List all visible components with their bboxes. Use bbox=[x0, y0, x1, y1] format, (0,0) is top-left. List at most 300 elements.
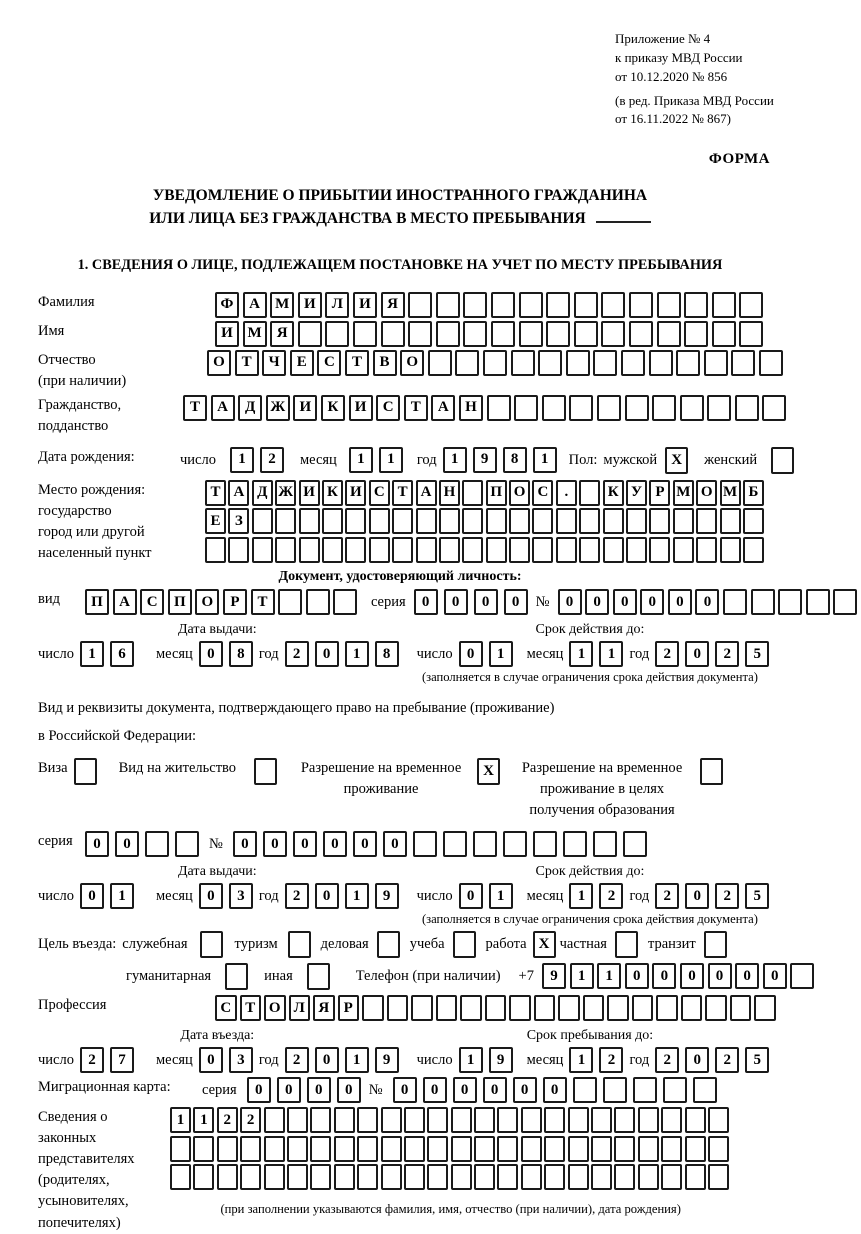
char-cell[interactable]: 0 bbox=[199, 641, 223, 667]
char-cell[interactable] bbox=[357, 1107, 378, 1133]
char-cell[interactable]: Р bbox=[223, 589, 247, 615]
char-cell[interactable]: 2 bbox=[285, 1047, 309, 1073]
char-cell[interactable]: А bbox=[243, 292, 267, 318]
char-cell[interactable]: 6 bbox=[110, 641, 134, 667]
char-cell[interactable] bbox=[463, 292, 487, 318]
char-cell[interactable] bbox=[408, 292, 432, 318]
char-cell[interactable]: 0 bbox=[263, 831, 287, 857]
char-cell[interactable]: А bbox=[228, 480, 249, 506]
char-cell[interactable]: 0 bbox=[543, 1077, 567, 1103]
char-cell[interactable] bbox=[519, 321, 543, 347]
char-cell[interactable] bbox=[705, 995, 727, 1021]
char-cell[interactable] bbox=[731, 350, 755, 376]
char-cell[interactable]: 2 bbox=[715, 1047, 739, 1073]
char-cell[interactable] bbox=[217, 1136, 238, 1162]
char-cell[interactable]: Р bbox=[649, 480, 670, 506]
char-cell[interactable] bbox=[287, 1107, 308, 1133]
char-cell[interactable] bbox=[676, 350, 700, 376]
char-cell[interactable]: 0 bbox=[353, 831, 377, 857]
char-cell[interactable]: Л bbox=[289, 995, 311, 1021]
char-cell[interactable]: Я bbox=[270, 321, 294, 347]
char-cell[interactable] bbox=[362, 995, 384, 1021]
char-cell[interactable]: П bbox=[168, 589, 192, 615]
char-cell[interactable]: 8 bbox=[375, 641, 399, 667]
char-cell[interactable]: 2 bbox=[599, 1047, 623, 1073]
char-cell[interactable] bbox=[591, 1164, 612, 1190]
char-cell[interactable] bbox=[287, 1136, 308, 1162]
char-cell[interactable]: А bbox=[113, 589, 137, 615]
char-cell[interactable] bbox=[558, 995, 580, 1021]
char-cell[interactable] bbox=[240, 1136, 261, 1162]
char-cell[interactable] bbox=[487, 395, 511, 421]
char-cell[interactable] bbox=[509, 508, 530, 534]
char-cell[interactable]: Ж bbox=[275, 480, 296, 506]
char-cell[interactable] bbox=[661, 1136, 682, 1162]
char-cell[interactable]: Е bbox=[205, 508, 226, 534]
char-cell[interactable]: 1 bbox=[597, 963, 621, 989]
char-cell[interactable]: Ж bbox=[266, 395, 290, 421]
char-cell[interactable]: 5 bbox=[745, 883, 769, 909]
char-cell[interactable] bbox=[546, 292, 570, 318]
char-cell[interactable] bbox=[275, 537, 296, 563]
char-cell[interactable] bbox=[625, 395, 649, 421]
char-cell[interactable] bbox=[638, 1136, 659, 1162]
char-cell[interactable]: Т bbox=[404, 395, 428, 421]
char-cell[interactable] bbox=[568, 1164, 589, 1190]
char-cell[interactable] bbox=[712, 321, 736, 347]
char-cell[interactable]: . bbox=[556, 480, 577, 506]
char-cell[interactable] bbox=[623, 831, 647, 857]
char-cell[interactable] bbox=[614, 1164, 635, 1190]
char-cell[interactable] bbox=[299, 508, 320, 534]
char-cell[interactable] bbox=[451, 1136, 472, 1162]
char-cell[interactable]: Д bbox=[252, 480, 273, 506]
char-cell[interactable] bbox=[579, 537, 600, 563]
char-cell[interactable]: Б bbox=[743, 480, 764, 506]
char-cell[interactable]: 0 bbox=[293, 831, 317, 857]
char-cell[interactable] bbox=[663, 1077, 687, 1103]
char-cell[interactable] bbox=[170, 1164, 191, 1190]
char-cell[interactable] bbox=[673, 508, 694, 534]
char-cell[interactable] bbox=[538, 350, 562, 376]
char-cell[interactable] bbox=[462, 508, 483, 534]
char-cell[interactable]: Л bbox=[325, 292, 349, 318]
char-cell[interactable] bbox=[217, 1164, 238, 1190]
char-cell[interactable] bbox=[556, 508, 577, 534]
char-cell[interactable]: У bbox=[626, 480, 647, 506]
char-cell[interactable]: Т bbox=[240, 995, 262, 1021]
char-cell[interactable]: И bbox=[215, 321, 239, 347]
char-cell[interactable]: П bbox=[486, 480, 507, 506]
char-cell[interactable]: Ч bbox=[262, 350, 286, 376]
char-cell[interactable]: 1 bbox=[569, 641, 593, 667]
char-cell[interactable] bbox=[483, 350, 507, 376]
char-cell[interactable] bbox=[579, 508, 600, 534]
char-cell[interactable]: 2 bbox=[715, 883, 739, 909]
char-cell[interactable]: С bbox=[369, 480, 390, 506]
char-cell[interactable] bbox=[287, 1164, 308, 1190]
temp-residence-permit-checkbox[interactable]: X bbox=[477, 758, 500, 785]
char-cell[interactable]: Ф bbox=[215, 292, 239, 318]
char-cell[interactable]: 0 bbox=[613, 589, 637, 615]
char-cell[interactable]: 0 bbox=[558, 589, 582, 615]
char-cell[interactable]: Н bbox=[459, 395, 483, 421]
char-cell[interactable]: Т bbox=[251, 589, 275, 615]
char-cell[interactable] bbox=[509, 537, 530, 563]
char-cell[interactable] bbox=[387, 995, 409, 1021]
char-cell[interactable] bbox=[411, 995, 433, 1021]
purpose-business-checkbox[interactable] bbox=[377, 931, 400, 958]
char-cell[interactable]: 0 bbox=[513, 1077, 537, 1103]
char-cell[interactable] bbox=[439, 508, 460, 534]
char-cell[interactable]: 1 bbox=[489, 883, 513, 909]
char-cell[interactable]: 2 bbox=[285, 641, 309, 667]
char-cell[interactable] bbox=[629, 292, 653, 318]
char-cell[interactable] bbox=[436, 292, 460, 318]
char-cell[interactable] bbox=[743, 537, 764, 563]
char-cell[interactable] bbox=[597, 395, 621, 421]
char-cell[interactable] bbox=[657, 321, 681, 347]
char-cell[interactable] bbox=[462, 480, 483, 506]
purpose-work-checkbox[interactable]: X bbox=[533, 931, 556, 958]
char-cell[interactable]: 1 bbox=[345, 883, 369, 909]
char-cell[interactable]: 0 bbox=[474, 589, 498, 615]
char-cell[interactable]: И bbox=[298, 292, 322, 318]
char-cell[interactable]: 5 bbox=[745, 1047, 769, 1073]
char-cell[interactable] bbox=[685, 1164, 706, 1190]
char-cell[interactable] bbox=[413, 831, 437, 857]
char-cell[interactable]: 0 bbox=[708, 963, 732, 989]
char-cell[interactable] bbox=[720, 537, 741, 563]
char-cell[interactable] bbox=[345, 508, 366, 534]
char-cell[interactable] bbox=[591, 1107, 612, 1133]
char-cell[interactable] bbox=[593, 350, 617, 376]
char-cell[interactable]: 1 bbox=[533, 447, 557, 473]
char-cell[interactable]: 0 bbox=[504, 589, 528, 615]
char-cell[interactable]: Я bbox=[381, 292, 405, 318]
char-cell[interactable]: 0 bbox=[483, 1077, 507, 1103]
char-cell[interactable]: 1 bbox=[379, 447, 403, 473]
char-cell[interactable]: 1 bbox=[599, 641, 623, 667]
char-cell[interactable] bbox=[661, 1107, 682, 1133]
char-cell[interactable] bbox=[614, 1107, 635, 1133]
char-cell[interactable]: О bbox=[195, 589, 219, 615]
char-cell[interactable] bbox=[463, 321, 487, 347]
char-cell[interactable] bbox=[474, 1164, 495, 1190]
char-cell[interactable] bbox=[720, 508, 741, 534]
char-cell[interactable] bbox=[762, 395, 786, 421]
char-cell[interactable]: 2 bbox=[655, 641, 679, 667]
char-cell[interactable] bbox=[333, 589, 357, 615]
char-cell[interactable]: 0 bbox=[680, 963, 704, 989]
char-cell[interactable]: Т bbox=[235, 350, 259, 376]
char-cell[interactable]: 1 bbox=[459, 1047, 483, 1073]
char-cell[interactable] bbox=[661, 1164, 682, 1190]
char-cell[interactable] bbox=[632, 995, 654, 1021]
char-cell[interactable]: 0 bbox=[685, 1047, 709, 1073]
char-cell[interactable] bbox=[685, 1107, 706, 1133]
char-cell[interactable] bbox=[369, 508, 390, 534]
char-cell[interactable] bbox=[264, 1136, 285, 1162]
char-cell[interactable]: Н bbox=[439, 480, 460, 506]
char-cell[interactable]: 2 bbox=[285, 883, 309, 909]
char-cell[interactable]: 0 bbox=[233, 831, 257, 857]
char-cell[interactable]: 0 bbox=[423, 1077, 447, 1103]
char-cell[interactable]: И bbox=[353, 292, 377, 318]
char-cell[interactable] bbox=[693, 1077, 717, 1103]
char-cell[interactable] bbox=[240, 1164, 261, 1190]
char-cell[interactable]: 0 bbox=[668, 589, 692, 615]
char-cell[interactable] bbox=[626, 508, 647, 534]
char-cell[interactable]: 9 bbox=[375, 1047, 399, 1073]
char-cell[interactable]: 0 bbox=[199, 883, 223, 909]
char-cell[interactable] bbox=[514, 395, 538, 421]
char-cell[interactable]: С bbox=[532, 480, 553, 506]
char-cell[interactable] bbox=[649, 537, 670, 563]
char-cell[interactable] bbox=[252, 537, 273, 563]
char-cell[interactable] bbox=[638, 1107, 659, 1133]
char-cell[interactable] bbox=[684, 321, 708, 347]
char-cell[interactable] bbox=[542, 395, 566, 421]
char-cell[interactable] bbox=[427, 1136, 448, 1162]
char-cell[interactable] bbox=[353, 321, 377, 347]
char-cell[interactable] bbox=[310, 1136, 331, 1162]
char-cell[interactable] bbox=[696, 508, 717, 534]
char-cell[interactable] bbox=[427, 1164, 448, 1190]
char-cell[interactable]: М bbox=[243, 321, 267, 347]
char-cell[interactable]: 0 bbox=[115, 831, 139, 857]
char-cell[interactable]: А bbox=[431, 395, 455, 421]
char-cell[interactable]: Я bbox=[313, 995, 335, 1021]
char-cell[interactable]: С bbox=[376, 395, 400, 421]
char-cell[interactable] bbox=[591, 1136, 612, 1162]
char-cell[interactable] bbox=[723, 589, 747, 615]
char-cell[interactable]: 2 bbox=[260, 447, 284, 473]
char-cell[interactable]: 0 bbox=[735, 963, 759, 989]
char-cell[interactable]: 2 bbox=[80, 1047, 104, 1073]
char-cell[interactable] bbox=[392, 537, 413, 563]
char-cell[interactable] bbox=[739, 321, 763, 347]
char-cell[interactable] bbox=[416, 508, 437, 534]
char-cell[interactable]: И bbox=[299, 480, 320, 506]
char-cell[interactable] bbox=[455, 350, 479, 376]
char-cell[interactable]: В bbox=[373, 350, 397, 376]
char-cell[interactable] bbox=[519, 292, 543, 318]
char-cell[interactable] bbox=[621, 350, 645, 376]
char-cell[interactable]: 1 bbox=[230, 447, 254, 473]
char-cell[interactable]: 8 bbox=[503, 447, 527, 473]
char-cell[interactable]: 1 bbox=[345, 1047, 369, 1073]
char-cell[interactable]: О bbox=[264, 995, 286, 1021]
char-cell[interactable] bbox=[685, 1136, 706, 1162]
char-cell[interactable]: 2 bbox=[217, 1107, 238, 1133]
char-cell[interactable] bbox=[345, 537, 366, 563]
char-cell[interactable] bbox=[428, 350, 452, 376]
char-cell[interactable] bbox=[739, 292, 763, 318]
char-cell[interactable] bbox=[381, 321, 405, 347]
char-cell[interactable]: О bbox=[509, 480, 530, 506]
char-cell[interactable] bbox=[759, 350, 783, 376]
char-cell[interactable] bbox=[299, 537, 320, 563]
char-cell[interactable]: 0 bbox=[307, 1077, 331, 1103]
purpose-other-checkbox[interactable] bbox=[307, 963, 330, 990]
char-cell[interactable] bbox=[649, 350, 673, 376]
char-cell[interactable]: М bbox=[270, 292, 294, 318]
char-cell[interactable] bbox=[626, 537, 647, 563]
char-cell[interactable] bbox=[369, 537, 390, 563]
char-cell[interactable] bbox=[443, 831, 467, 857]
char-cell[interactable] bbox=[603, 508, 624, 534]
char-cell[interactable]: 3 bbox=[229, 883, 253, 909]
char-cell[interactable]: 0 bbox=[763, 963, 787, 989]
char-cell[interactable]: Д bbox=[238, 395, 262, 421]
purpose-humanitarian-checkbox[interactable] bbox=[225, 963, 248, 990]
char-cell[interactable] bbox=[574, 321, 598, 347]
char-cell[interactable] bbox=[751, 589, 775, 615]
char-cell[interactable]: 9 bbox=[542, 963, 566, 989]
char-cell[interactable] bbox=[638, 1164, 659, 1190]
visa-checkbox[interactable] bbox=[74, 758, 97, 785]
char-cell[interactable] bbox=[607, 995, 629, 1021]
char-cell[interactable] bbox=[603, 537, 624, 563]
char-cell[interactable] bbox=[381, 1164, 402, 1190]
char-cell[interactable] bbox=[451, 1107, 472, 1133]
char-cell[interactable] bbox=[563, 831, 587, 857]
char-cell[interactable] bbox=[673, 537, 694, 563]
char-cell[interactable]: 7 bbox=[110, 1047, 134, 1073]
purpose-transit-checkbox[interactable] bbox=[704, 931, 727, 958]
residence-permit-checkbox[interactable] bbox=[254, 758, 277, 785]
char-cell[interactable]: О bbox=[207, 350, 231, 376]
char-cell[interactable]: 0 bbox=[277, 1077, 301, 1103]
char-cell[interactable] bbox=[503, 831, 527, 857]
char-cell[interactable] bbox=[569, 395, 593, 421]
char-cell[interactable]: 0 bbox=[453, 1077, 477, 1103]
char-cell[interactable]: 0 bbox=[337, 1077, 361, 1103]
char-cell[interactable] bbox=[264, 1107, 285, 1133]
char-cell[interactable] bbox=[392, 508, 413, 534]
char-cell[interactable] bbox=[511, 350, 535, 376]
char-cell[interactable] bbox=[509, 995, 531, 1021]
char-cell[interactable]: 1 bbox=[349, 447, 373, 473]
char-cell[interactable] bbox=[656, 995, 678, 1021]
char-cell[interactable]: 0 bbox=[80, 883, 104, 909]
char-cell[interactable]: 0 bbox=[444, 589, 468, 615]
char-cell[interactable]: 0 bbox=[685, 883, 709, 909]
char-cell[interactable]: 2 bbox=[599, 883, 623, 909]
char-cell[interactable]: 0 bbox=[414, 589, 438, 615]
char-cell[interactable] bbox=[322, 537, 343, 563]
char-cell[interactable] bbox=[462, 537, 483, 563]
char-cell[interactable] bbox=[404, 1164, 425, 1190]
char-cell[interactable]: 9 bbox=[375, 883, 399, 909]
char-cell[interactable] bbox=[193, 1136, 214, 1162]
char-cell[interactable] bbox=[357, 1164, 378, 1190]
purpose-tourism-checkbox[interactable] bbox=[288, 931, 311, 958]
purpose-private-checkbox[interactable] bbox=[615, 931, 638, 958]
char-cell[interactable] bbox=[754, 995, 776, 1021]
char-cell[interactable]: Т bbox=[183, 395, 207, 421]
char-cell[interactable] bbox=[568, 1107, 589, 1133]
char-cell[interactable] bbox=[497, 1136, 518, 1162]
char-cell[interactable] bbox=[497, 1107, 518, 1133]
char-cell[interactable]: 0 bbox=[315, 641, 339, 667]
char-cell[interactable] bbox=[381, 1136, 402, 1162]
char-cell[interactable]: 2 bbox=[655, 1047, 679, 1073]
char-cell[interactable]: 9 bbox=[489, 1047, 513, 1073]
char-cell[interactable] bbox=[474, 1107, 495, 1133]
char-cell[interactable] bbox=[408, 321, 432, 347]
char-cell[interactable] bbox=[264, 1164, 285, 1190]
char-cell[interactable] bbox=[486, 508, 507, 534]
char-cell[interactable]: 9 bbox=[473, 447, 497, 473]
char-cell[interactable] bbox=[532, 537, 553, 563]
char-cell[interactable]: 1 bbox=[80, 641, 104, 667]
char-cell[interactable] bbox=[334, 1136, 355, 1162]
char-cell[interactable] bbox=[708, 1107, 729, 1133]
char-cell[interactable]: М bbox=[720, 480, 741, 506]
char-cell[interactable] bbox=[278, 589, 302, 615]
char-cell[interactable]: 0 bbox=[85, 831, 109, 857]
char-cell[interactable] bbox=[579, 480, 600, 506]
char-cell[interactable] bbox=[416, 537, 437, 563]
char-cell[interactable]: И bbox=[293, 395, 317, 421]
char-cell[interactable]: 0 bbox=[685, 641, 709, 667]
char-cell[interactable] bbox=[497, 1164, 518, 1190]
char-cell[interactable] bbox=[193, 1164, 214, 1190]
char-cell[interactable] bbox=[708, 1136, 729, 1162]
char-cell[interactable]: О bbox=[400, 350, 424, 376]
char-cell[interactable]: П bbox=[85, 589, 109, 615]
char-cell[interactable] bbox=[707, 395, 731, 421]
char-cell[interactable]: 0 bbox=[393, 1077, 417, 1103]
char-cell[interactable] bbox=[334, 1107, 355, 1133]
char-cell[interactable]: 0 bbox=[695, 589, 719, 615]
char-cell[interactable] bbox=[696, 537, 717, 563]
char-cell[interactable] bbox=[228, 537, 249, 563]
char-cell[interactable]: Р bbox=[338, 995, 360, 1021]
char-cell[interactable] bbox=[593, 831, 617, 857]
char-cell[interactable]: Т bbox=[205, 480, 226, 506]
char-cell[interactable] bbox=[252, 508, 273, 534]
char-cell[interactable]: 1 bbox=[443, 447, 467, 473]
char-cell[interactable]: О bbox=[696, 480, 717, 506]
char-cell[interactable] bbox=[633, 1077, 657, 1103]
char-cell[interactable]: 0 bbox=[315, 883, 339, 909]
char-cell[interactable]: 1 bbox=[345, 641, 369, 667]
char-cell[interactable]: 1 bbox=[489, 641, 513, 667]
char-cell[interactable]: 3 bbox=[229, 1047, 253, 1073]
char-cell[interactable]: 5 bbox=[745, 641, 769, 667]
char-cell[interactable]: 0 bbox=[625, 963, 649, 989]
char-cell[interactable] bbox=[439, 537, 460, 563]
char-cell[interactable] bbox=[491, 292, 515, 318]
char-cell[interactable]: 1 bbox=[110, 883, 134, 909]
char-cell[interactable] bbox=[334, 1164, 355, 1190]
char-cell[interactable] bbox=[657, 292, 681, 318]
char-cell[interactable] bbox=[485, 995, 507, 1021]
char-cell[interactable] bbox=[704, 350, 728, 376]
char-cell[interactable]: 0 bbox=[323, 831, 347, 857]
char-cell[interactable]: 0 bbox=[247, 1077, 271, 1103]
char-cell[interactable] bbox=[735, 395, 759, 421]
char-cell[interactable]: 0 bbox=[459, 641, 483, 667]
char-cell[interactable] bbox=[381, 1107, 402, 1133]
char-cell[interactable]: 1 bbox=[569, 1047, 593, 1073]
char-cell[interactable] bbox=[474, 1136, 495, 1162]
char-cell[interactable]: 0 bbox=[652, 963, 676, 989]
char-cell[interactable]: С bbox=[317, 350, 341, 376]
